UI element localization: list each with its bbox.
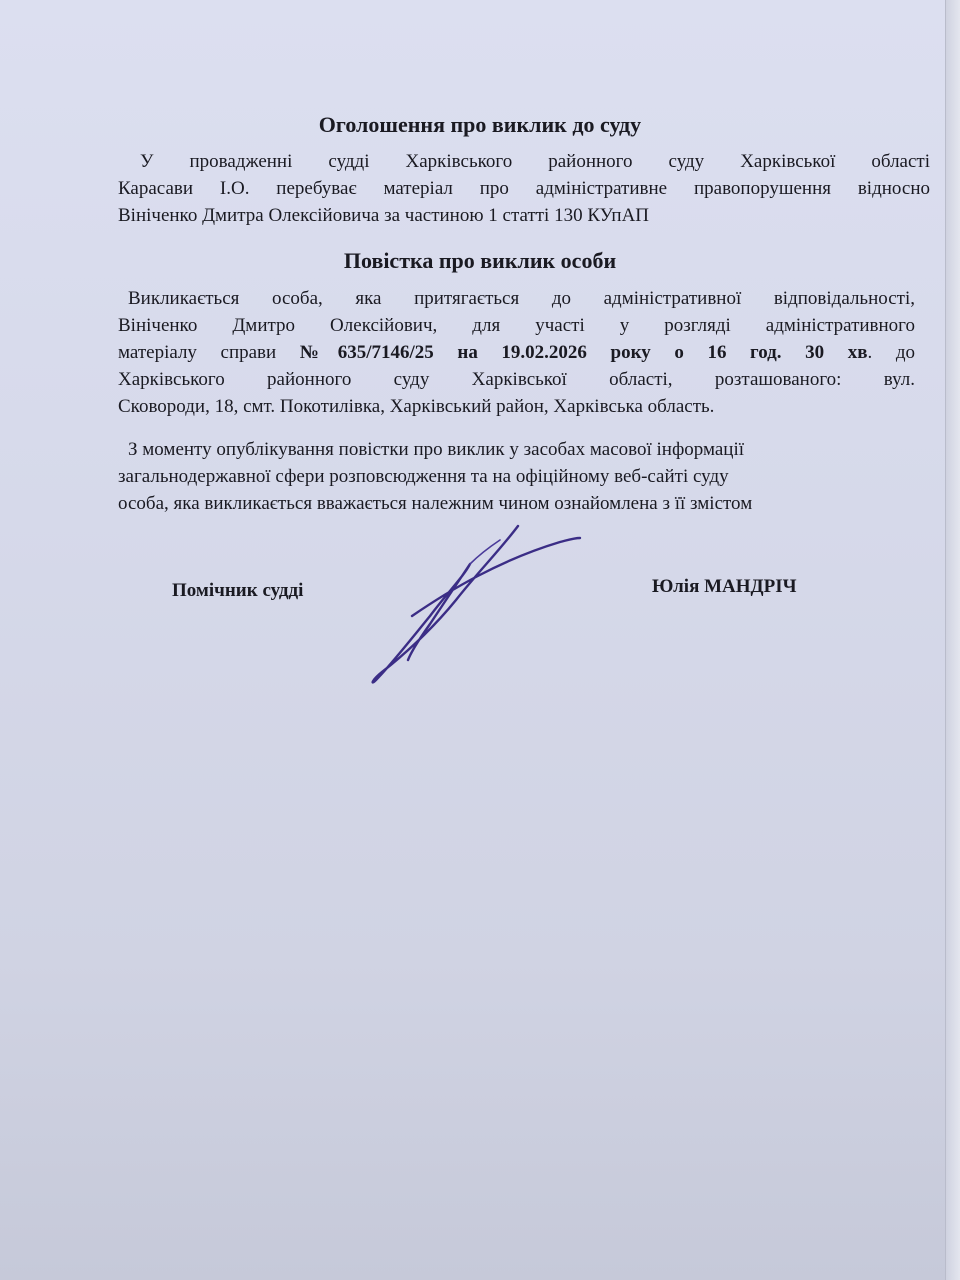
paragraph-line-case [118,339,915,366]
paragraph-line: З моменту опублікування повістки про виклик у засобах масової інформації [128,439,745,460]
document-title: Оголошення про виклик до суду [318,112,642,137]
paragraph-line: загальнодержавної сфери розповсюдження та на офіційному веб-сайті суду [118,466,729,487]
paragraph-line: Сковороди, 18, смт. Покотилівка, Харківський район, Харківська область. [118,396,715,417]
paragraph-line: У провадженні судді Харківського районного суду Харківської області [140,151,930,172]
case-suffix: . до [867,342,915,363]
paragraph-line: особа, яка викликається вважається належним чином ознайомлена з її змістом [118,493,753,514]
paragraph-line: Вініченко Дмитро Олексійович, для участі у розгляді адміністративного [118,315,915,336]
summons-subtitle: Повістка про виклик особи [343,248,617,273]
paragraph-line: Викликається особа, яка притягається до адміністративної відповідальності, [128,288,915,309]
case-number-date: №635/7146/25 на 19.02.2026 року о 16 год. 30 хв [299,342,868,363]
handwritten-signature-icon [360,520,590,690]
paragraph-line: Вініченко Дмитра Олексійовича за частиною 1 статті 130 КУпАП [118,205,650,226]
signer-role: Помічник судді [172,580,304,601]
signer-name: Юлія МАНДРІЧ [652,576,797,597]
paragraph-line: Карасави І.О. перебуває матеріал про адміністративне правопорушення відносно [118,178,930,199]
paragraph-publication [118,436,898,517]
case-prefix: матеріалу справи [118,342,300,363]
paragraph-proceedings [118,148,930,229]
paragraph-summons [118,285,915,420]
paragraph-line: Харківського районного суду Харківської області, розташованого: вул. [118,369,915,390]
